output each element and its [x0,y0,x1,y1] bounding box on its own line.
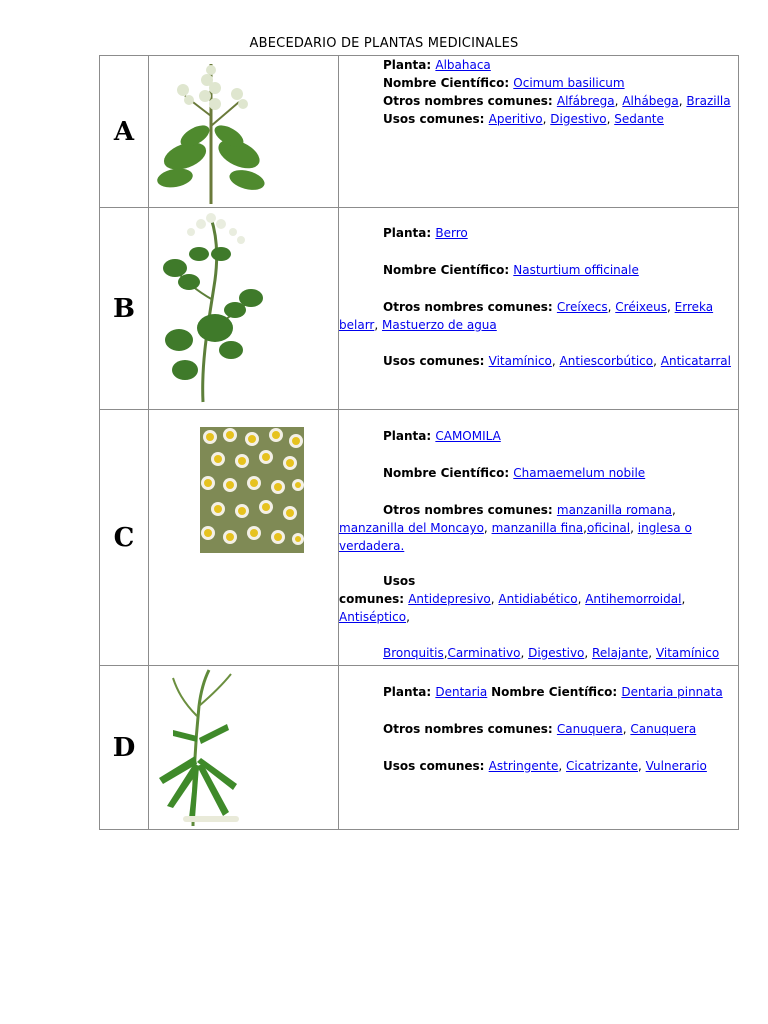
plant-image-cell [149,208,339,410]
link-otros[interactable]: Erreka belarr [339,300,714,332]
label-planta: Planta: [383,226,436,240]
table-row [100,410,739,666]
link-usos[interactable]: Antiséptico [339,610,407,624]
watercress-illustration [155,210,265,406]
label-usos: Usos comunes: [383,759,489,773]
link-cientifico[interactable]: Nasturtium officinale [513,263,639,277]
label-planta: Planta: [383,429,436,443]
label-planta: Planta: [383,685,436,699]
link-usos[interactable]: Antihemorroidal [585,592,682,606]
link-usos[interactable]: Antidiabético [498,592,578,606]
link-cientifico[interactable]: Dentaria pinnata [621,685,723,699]
link-otros[interactable]: Créixeus [615,300,668,314]
plants-table [99,55,739,830]
link-planta[interactable]: Albahaca [435,58,491,72]
row-letter: D [100,666,149,830]
link-otros[interactable]: Mastuerzo de agua [381,318,497,332]
link-planta[interactable]: Dentaria [435,685,488,699]
plant-info: Planta: Dentaria Nombre Científico: Dentaria pinnata Otros nombres comunes: Canuquera, Canuquera Usos comunes: Astringente, Cicatrizante, Vulnerario [339,666,739,830]
link-usos[interactable]: Vitamínico [488,354,552,368]
link-otros[interactable]: manzanilla del Moncayo [339,521,484,535]
table-row [100,56,739,208]
link-usos[interactable]: Carminativo [447,646,521,660]
page-title: ABECEDARIO DE PLANTAS MEDICINALES [249,36,519,51]
link-otros[interactable]: Canuquera [556,722,623,736]
label-usos: Usos [383,574,416,588]
link-otros[interactable]: Alfábrega [556,94,615,108]
basil-illustration [155,56,265,206]
link-usos[interactable]: Antidepresivo [408,592,491,606]
plant-info: Planta: Berro Nombre Científico: Nasturtium officinale Otros nombres comunes: Creíxecs, Créixeus, Erreka belarr, Mastuerzo de agua Usos comunes: Vitamínico, Antiescorbútico, Anticatarral [339,208,739,410]
label-usos: comunes: [339,592,409,606]
row-letter: A [100,56,149,208]
label-cientifico: Nombre Científico: [491,685,622,699]
link-planta[interactable]: Berro [435,226,468,240]
label-otros: Otros nombres comunes: [383,94,557,108]
link-otros[interactable]: Brazilla [686,94,731,108]
link-cientifico[interactable]: Ocimum basilicum [513,76,625,90]
label-cientifico: Nombre Científico: [383,263,514,277]
plant-image-cell [149,56,339,208]
label-usos: Usos comunes: [383,354,489,368]
label-otros: Otros nombres comunes: [383,300,557,314]
table-row [100,666,739,830]
link-usos[interactable]: Cicatrizante [566,759,639,773]
label-otros: Otros nombres comunes: [383,722,557,736]
label-cientifico: Nombre Científico: [383,76,514,90]
plant-image-cell [149,410,339,666]
link-otros[interactable]: Alhábega [622,94,679,108]
link-usos[interactable]: Vulnerario [645,759,707,773]
link-otros[interactable]: manzanilla romana [556,503,672,517]
plant-info: Planta: CAMOMILA Nombre Científico: Chamaemelum nobile Otros nombres comunes: manzanilla romana, manzanilla del Moncayo, manzanilla fina,oficinal, inglesa o verdadera. Usos comunes: Antidepresivo, Antidiabético, Antihemorroidal, Antiséptico, Bronquitis,Carminativo, Digestivo, Relajante, Vitamínico [339,410,739,666]
link-usos[interactable]: Relajante [592,646,649,660]
label-planta: Planta: [383,58,436,72]
table-row [100,208,739,410]
link-usos[interactable]: Digestivo [528,646,585,660]
link-usos[interactable]: Vitamínico [655,646,720,660]
link-usos[interactable]: Bronquitis [383,646,444,660]
label-otros: Otros nombres comunes: [383,503,557,517]
link-planta[interactable]: CAMOMILA [435,429,501,443]
link-otros[interactable]: manzanilla fina [491,521,584,535]
link-usos[interactable]: Aperitivo [488,112,543,126]
link-otros[interactable]: Canuquera [630,722,697,736]
chamomile-photo [200,427,304,553]
link-usos[interactable]: Astringente [488,759,559,773]
link-usos[interactable]: Sedante [614,112,664,126]
plant-info: Planta: Albahaca Nombre Científico: Ocimum basilicum Otros nombres comunes: Alfábrega, Alhábega, Brazilla Usos comunes: Aperitivo, Digestivo, Sedante [339,56,739,208]
plant-image-cell [149,666,339,830]
label-usos: Usos comunes: [383,112,489,126]
dentaria-illustration [153,666,245,828]
row-letter: B [100,208,149,410]
link-otros[interactable]: inglesa o verdadera. [339,521,692,553]
link-cientifico[interactable]: Chamaemelum nobile [513,466,646,480]
link-usos[interactable]: Antiescorbútico [559,354,654,368]
link-usos[interactable]: Anticatarral [660,354,731,368]
label-cientifico: Nombre Científico: [383,466,514,480]
link-otros[interactable]: Creíxecs [556,300,608,314]
row-letter: C [100,410,149,666]
link-otros[interactable]: oficinal [586,521,631,535]
link-usos[interactable]: Digestivo [550,112,607,126]
